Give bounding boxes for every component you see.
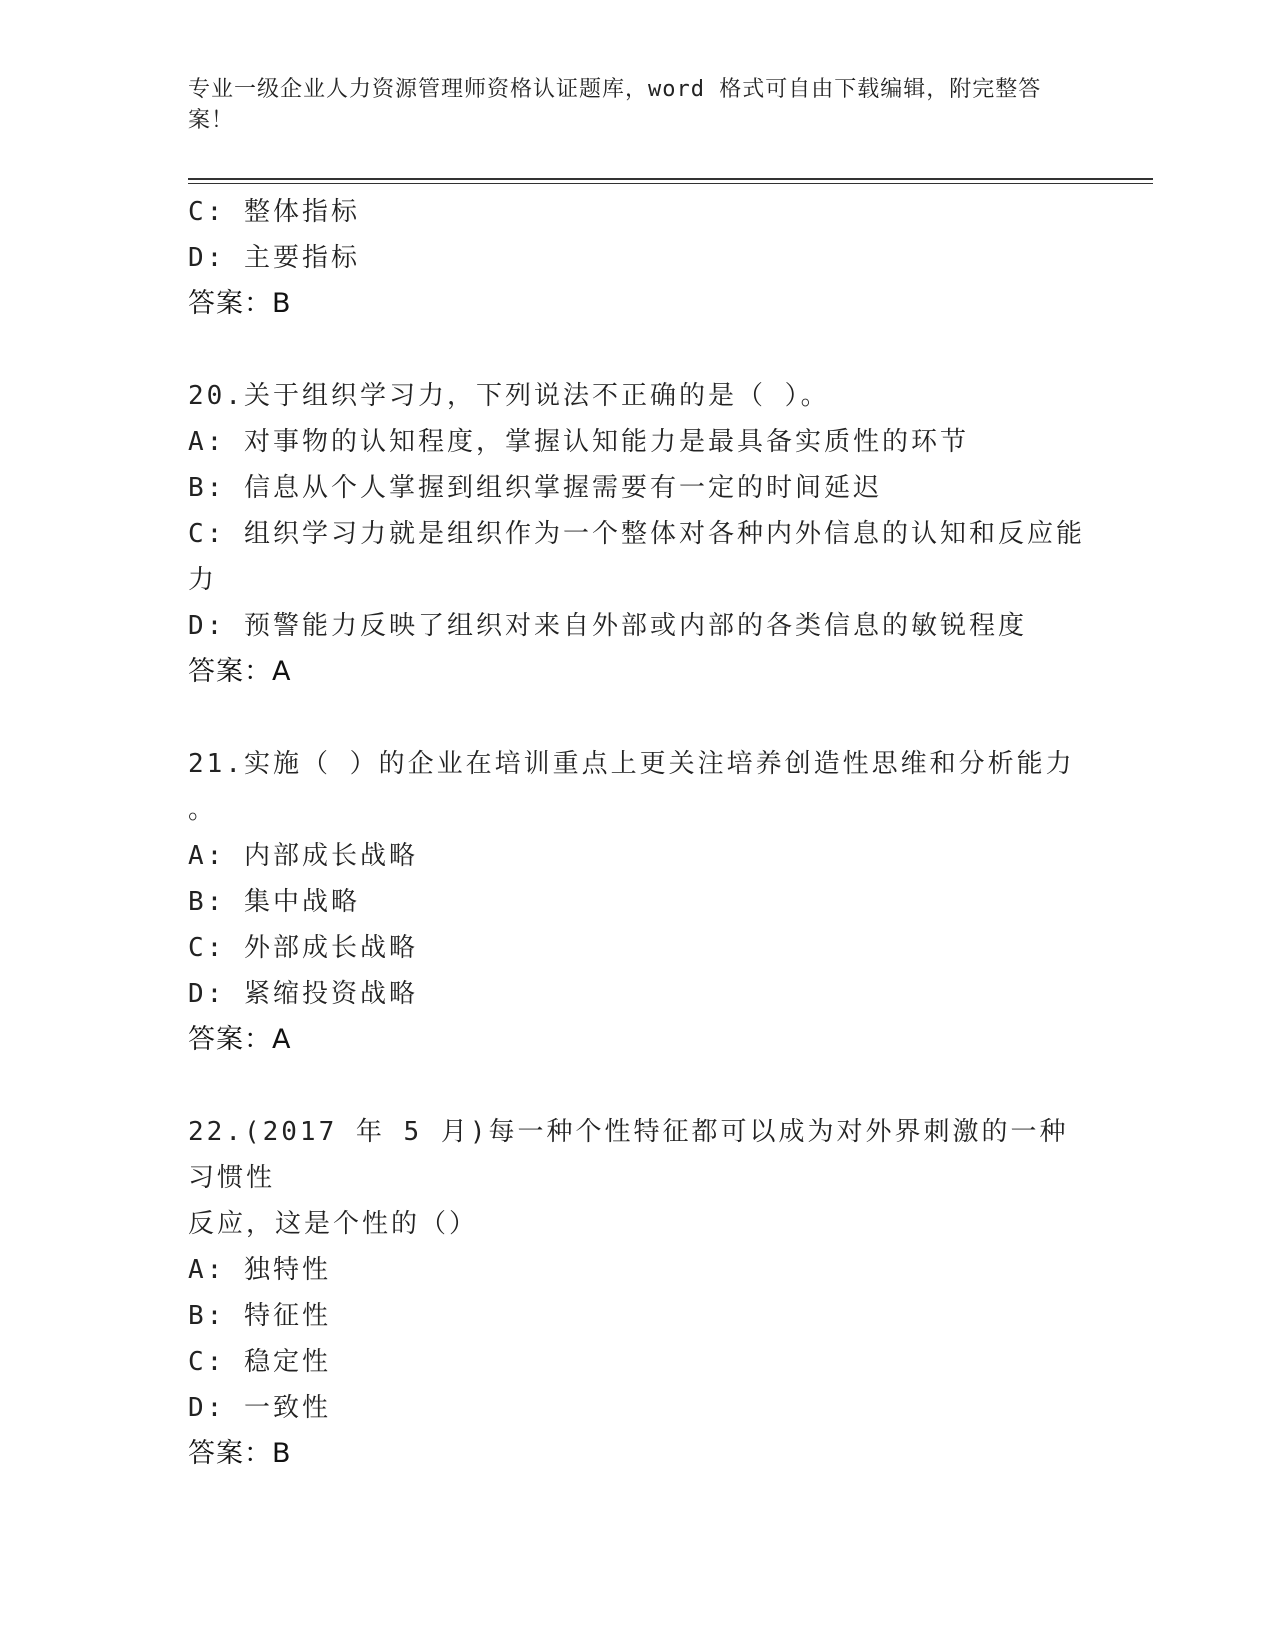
answer-value: B — [272, 288, 292, 319]
question-stem: 22.(2017 年 5 月)每一种个性特征都可以成为对外界刺激的一种习惯性 — [188, 1117, 1069, 1193]
option-label: D — [188, 1393, 207, 1423]
option-c: C: 整体指标 — [188, 197, 360, 227]
answer-label: 答案 — [188, 288, 244, 319]
option-text: 一致性 — [243, 1393, 331, 1423]
option-label: C — [188, 519, 207, 549]
option-text: 内部成长战略 — [243, 841, 418, 871]
option-label: B — [188, 887, 207, 917]
option-text: 整体指标 — [243, 197, 360, 227]
option-a: A: 对事物的认知程度，掌握认知能力是最具备实质性的环节 — [188, 427, 969, 457]
option-text: 对事物的认知程度，掌握认知能力是最具备实质性的环节 — [243, 427, 969, 457]
answer-value: A — [272, 656, 292, 687]
question-text: 关于组织学习力，下列说法不正确的是（ ）。 — [243, 381, 830, 411]
answer-label: 答案 — [188, 1024, 244, 1055]
option-text: 独特性 — [243, 1255, 331, 1285]
option-label: B — [188, 1301, 207, 1331]
option-label: A — [188, 841, 207, 871]
option-text: 主要指标 — [243, 243, 360, 273]
question-stem-wrap: 反应，这是个性的（） — [188, 1209, 479, 1239]
option-label: A — [188, 1255, 207, 1285]
question-text: (2017 年 5 月)每一种个性特征都可以成为对外界刺激的一种习惯性 — [188, 1117, 1069, 1193]
option-label: D — [188, 979, 207, 1009]
question-number: 21 — [188, 749, 226, 779]
option-text: 组织学习力就是组织作为一个整体对各种内外信息的认知和反应能 — [243, 519, 1085, 549]
option-a: A: 内部成长战略 — [188, 841, 418, 871]
answer-line: 答案：A — [188, 656, 292, 687]
answer-line: 答案：B — [188, 288, 292, 319]
option-c-wrap: 力 — [188, 565, 218, 595]
page-header: 专业一级企业人力资源管理师资格认证题库，word 格式可自由下载编辑，附完整答案！ — [188, 77, 1042, 133]
question-content — [188, 189, 1088, 1477]
answer-line: 答案：A — [188, 1024, 292, 1055]
answer-value: A — [272, 1024, 292, 1055]
option-c: C: 组织学习力就是组织作为一个整体对各种内外信息的认知和反应能 — [188, 519, 1085, 549]
option-b: B: 特征性 — [188, 1301, 331, 1331]
option-d: D: 紧缩投资战略 — [188, 979, 418, 1009]
question-stem: 21.实施（ ）的企业在培训重点上更关注培养创造性思维和分析能力 — [188, 749, 1075, 779]
option-a: A: 独特性 — [188, 1255, 331, 1285]
option-label: B — [188, 473, 207, 503]
question-number: 22 — [188, 1117, 226, 1147]
answer-label: 答案 — [188, 1438, 244, 1469]
option-label: D — [188, 243, 207, 273]
question-number: 20 — [188, 381, 226, 411]
option-label: C — [188, 1347, 207, 1377]
option-label: D — [188, 611, 207, 641]
option-text: 预警能力反映了组织对来自外部或内部的各类信息的敏锐程度 — [243, 611, 1027, 641]
option-text: 信息从个人掌握到组织掌握需要有一定的时间延迟 — [243, 473, 882, 503]
answer-value: B — [272, 1438, 292, 1469]
option-text: 集中战略 — [243, 887, 360, 917]
question-text: 实施（ ）的企业在培训重点上更关注培养创造性思维和分析能力 — [243, 749, 1075, 779]
option-label: C — [188, 933, 207, 963]
option-d: D: 一致性 — [188, 1393, 331, 1423]
option-d: D: 主要指标 — [188, 243, 360, 273]
option-b: B: 信息从个人掌握到组织掌握需要有一定的时间延迟 — [188, 473, 882, 503]
option-text: 外部成长战略 — [243, 933, 418, 963]
option-text: 紧缩投资战略 — [243, 979, 418, 1009]
option-text: 稳定性 — [243, 1347, 331, 1377]
option-b: B: 集中战略 — [188, 887, 360, 917]
option-label: A — [188, 427, 207, 457]
header-divider-thin — [188, 183, 1153, 184]
answer-line: 答案：B — [188, 1438, 292, 1469]
option-c: C: 外部成长战略 — [188, 933, 418, 963]
option-text: 特征性 — [243, 1301, 331, 1331]
option-c: C: 稳定性 — [188, 1347, 331, 1377]
question-stem: 20.关于组织学习力，下列说法不正确的是（ ）。 — [188, 381, 830, 411]
header-divider-thick — [188, 178, 1153, 180]
answer-label: 答案 — [188, 656, 244, 687]
option-label: C — [188, 197, 207, 227]
option-d: D: 预警能力反映了组织对来自外部或内部的各类信息的敏锐程度 — [188, 611, 1027, 641]
question-stem-wrap: 。 — [188, 795, 218, 825]
